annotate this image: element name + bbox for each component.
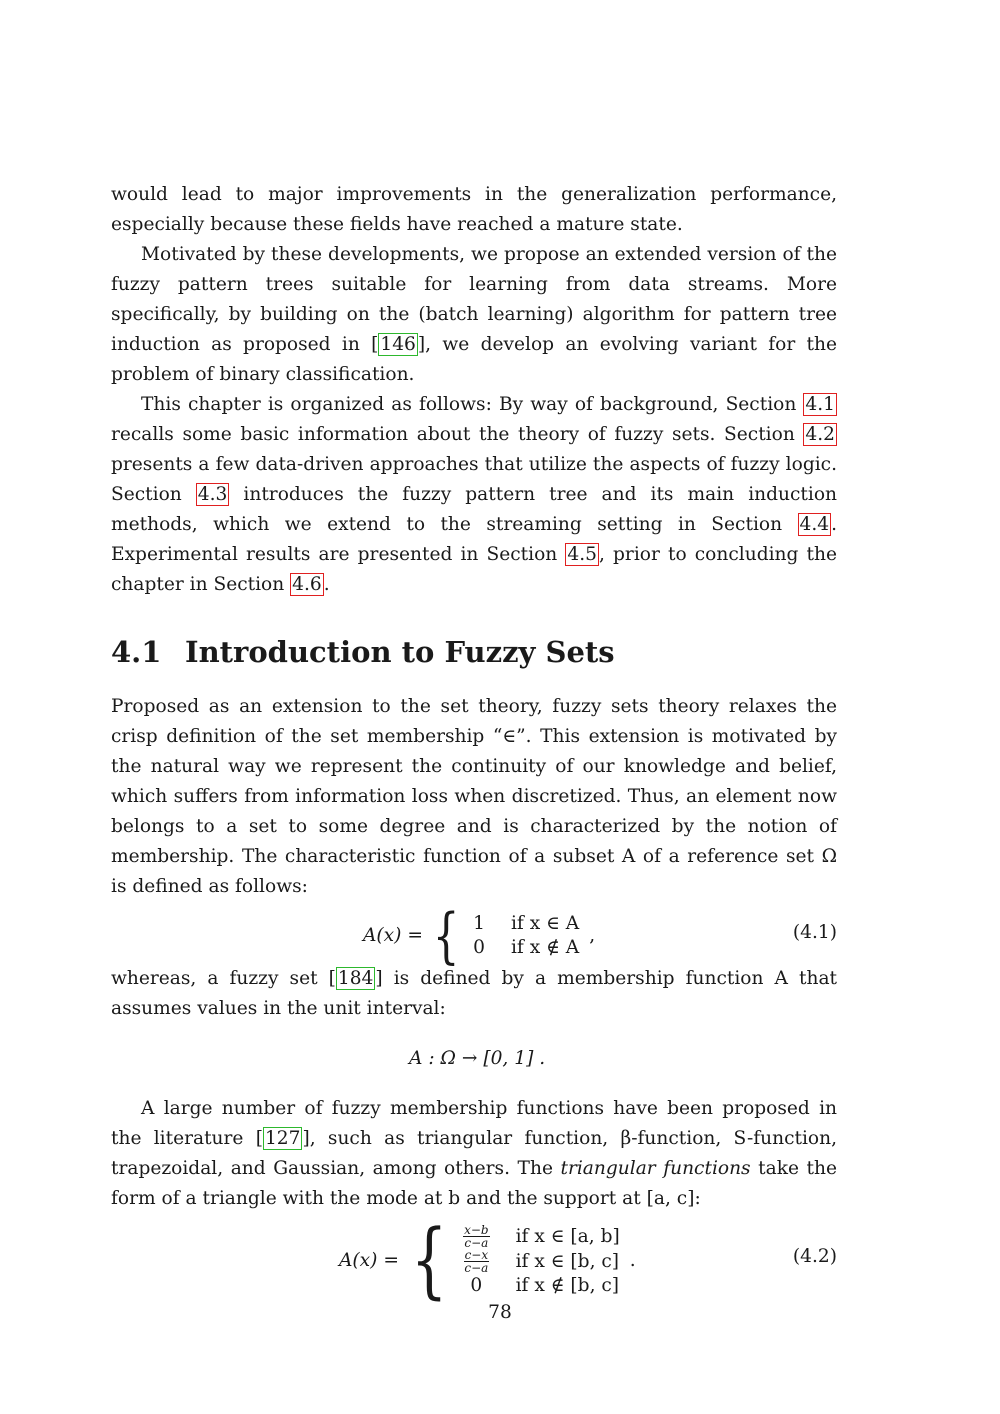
case-value <box>459 1224 512 1249</box>
paragraph-definition <box>111 692 837 902</box>
equation-4-2 <box>111 1213 837 1308</box>
page-number: 78 <box>488 1302 512 1323</box>
fraction-numerator: c−x <box>464 1248 489 1262</box>
case-value: 1 <box>473 913 485 934</box>
equation-number: (4.2) <box>792 1246 837 1267</box>
equation-lhs: A(x) = <box>339 1250 399 1271</box>
paragraph-organization <box>111 390 837 600</box>
section-link[interactable]: 4.3 <box>197 484 228 505</box>
equation-lhs: A(x) = <box>363 925 423 946</box>
citation-link[interactable]: 127 <box>264 1128 301 1149</box>
paragraph-text: would lead to major improvements in the generalization performance, especially because these fields have reached a mature state. <box>111 184 837 235</box>
section-link[interactable]: 4.1 <box>805 394 835 415</box>
case-value: 0 <box>470 1275 483 1296</box>
case-condition: if x ∈ [b, c] <box>515 1250 620 1272</box>
case-condition: if x ∈ A <box>510 913 580 934</box>
emphasized-term: triangular functions <box>560 1158 751 1179</box>
section-link[interactable]: 4.2 <box>805 424 835 445</box>
section-title: Introduction to Fuzzy Sets <box>185 635 615 669</box>
paragraph-text: ] is defined by a membership function A that assumes values in the unit interval: <box>111 968 838 1019</box>
paragraph-text: Proposed as an extension to the set theory, fuzzy sets theory relaxes the crisp definition of the set membership “∈”. This extension is motivated by the natural way we represent the continuity of our knowledge and belief, which suffers from information loss when discretized. Thus, an element now belongs to a set to some degree and is characterized by the notion of membership. The characteristic function of a subset A of a reference set Ω is defined as follows: <box>111 696 837 897</box>
citation-link[interactable]: 146 <box>380 334 416 355</box>
equation-number: (4.1) <box>792 922 837 943</box>
section-heading <box>111 634 837 670</box>
paragraph-text: . Experimental results are presented in Section <box>111 514 837 565</box>
case-value <box>459 1249 512 1274</box>
left-brace: { <box>410 1213 448 1308</box>
section-number: 4.1 <box>111 635 162 669</box>
mapping-expression: A : Ω → [0, 1] . <box>409 1048 546 1069</box>
paragraph-text: ], such as triangular function, β-function, S-function, trapezoidal, and Gaussian, among others. The <box>111 1128 838 1179</box>
paragraph-text: introduces the fuzzy pattern tree and its main induction methods, which we extend to the streaming setting in Section <box>111 484 837 535</box>
fraction-numerator: x−b <box>464 1223 489 1237</box>
paragraph-text: This chapter is organized as follows: By way of background, Section <box>141 394 804 415</box>
paragraph-text: whereas, a fuzzy set [ <box>111 968 336 989</box>
left-brace: { <box>432 901 460 971</box>
equation-4-1 <box>111 901 837 971</box>
section-link[interactable]: 4.5 <box>567 544 597 565</box>
equation-mapping <box>111 1024 837 1094</box>
cases-table <box>469 912 589 960</box>
section-link[interactable]: 4.4 <box>799 514 830 535</box>
citation-link[interactable]: 184 <box>337 968 374 989</box>
paragraph-text: Motivated by these developments, we propose an extended version of the fuzzy pattern trees suitable for learning from data streams. More specifically, by building on the (batch learning) algorithm for pattern tree induction as proposed in [ <box>111 244 837 355</box>
paragraph-fuzzy-set <box>111 964 837 1024</box>
paragraph-continuation <box>111 180 837 240</box>
paragraph-text: take the form of a triangle with the mode at b and the support at [a, c]: <box>111 1158 837 1209</box>
fraction <box>464 1249 490 1274</box>
fraction-denominator: c−a <box>464 1261 489 1275</box>
paragraph-text: recalls some basic information about the theory of fuzzy sets. Section <box>111 424 804 445</box>
section-link[interactable]: 4.6 <box>292 574 322 595</box>
paragraph-motivation <box>111 240 837 390</box>
fraction-denominator: c−a <box>464 1236 489 1250</box>
case-condition: if x ∉ [b, c] <box>515 1275 620 1296</box>
paragraph-text: . <box>323 574 330 595</box>
page-content <box>111 180 838 1308</box>
equation-punctuation: , <box>589 925 596 946</box>
equation-punctuation: . <box>629 1250 636 1271</box>
case-condition: if x ∉ A <box>510 937 580 958</box>
paragraph-text: presents a few data-driven approaches that utilize the aspects of fuzzy logic. Section <box>111 454 837 505</box>
case-value: 0 <box>473 937 485 958</box>
paragraph-membership-functions <box>111 1094 837 1214</box>
case-condition: if x ∈ [a, b] <box>515 1225 620 1247</box>
paragraph-text: A large number of fuzzy membership functions have been proposed in the literature [ <box>111 1098 837 1149</box>
paragraph-text: ], we develop an evolving variant for the problem of binary classification. <box>111 334 837 385</box>
cases-table <box>459 1224 630 1298</box>
paragraph-text: , prior to concluding the chapter in Section <box>111 544 837 595</box>
fraction <box>463 1224 490 1249</box>
